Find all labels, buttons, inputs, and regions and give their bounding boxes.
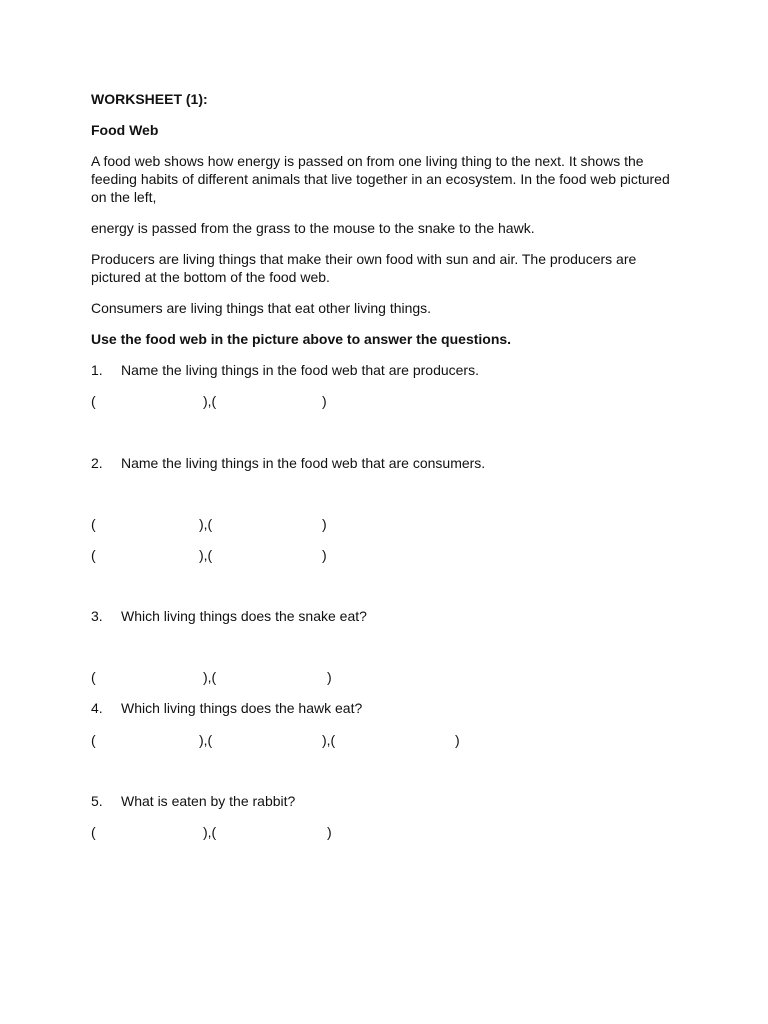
producers-paragraph: Producers are living things that make their own food with sun and air. The producers are pictured at the bottom of the food web. [91,251,637,285]
blank-open[interactable]: ( [91,547,96,563]
question-text: Name the living things in the food web that are producers. [121,362,479,378]
question-number: 2. [91,455,103,471]
blank-open[interactable]: ( [91,393,96,409]
blank-close[interactable]: ) [327,669,332,685]
blank-join[interactable]: ),( [203,824,217,840]
blank-close[interactable]: ) [322,516,327,532]
question-text: Which living things does the hawk eat? [121,700,363,716]
blank-join[interactable]: ),( [203,669,217,685]
question-number: 4. [91,700,103,716]
blank-join[interactable]: ),( [203,393,217,409]
blank-close[interactable]: ) [322,547,327,563]
blank-close[interactable]: ) [322,393,327,409]
energy-line: energy is passed from the grass to the mouse to the snake to the hawk. [91,220,535,236]
intro-paragraph: A food web shows how energy is passed on from one living thing to the next. It shows the feeding habits of different animals that live together in an ecosystem. In the food web pictured on the left, [91,153,670,205]
worksheet-title: WORKSHEET (1): [91,91,208,107]
blank-close[interactable]: ) [455,732,460,748]
consumers-line: Consumers are living things that eat other living things. [91,300,432,316]
question-text: Which living things does the snake eat? [121,608,367,624]
blank-open[interactable]: ( [91,516,96,532]
blank-join[interactable]: ),( [199,732,213,748]
question-number: 3. [91,608,103,624]
question-text: Name the living things in the food web that are consumers. [121,455,486,471]
instruction-line: Use the food web in the picture above to answer the questions. [91,331,512,347]
blank-open[interactable]: ( [91,732,96,748]
blank-join[interactable]: ),( [322,732,336,748]
blank-close[interactable]: ) [327,824,332,840]
question-number: 5. [91,793,103,809]
topic-heading: Food Web [91,122,159,138]
blank-join[interactable]: ),( [199,516,213,532]
question-text: What is eaten by the rabbit? [121,793,296,809]
blank-open[interactable]: ( [91,669,96,685]
blank-open[interactable]: ( [91,824,96,840]
question-number: 1. [91,362,103,378]
blank-join[interactable]: ),( [199,547,213,563]
